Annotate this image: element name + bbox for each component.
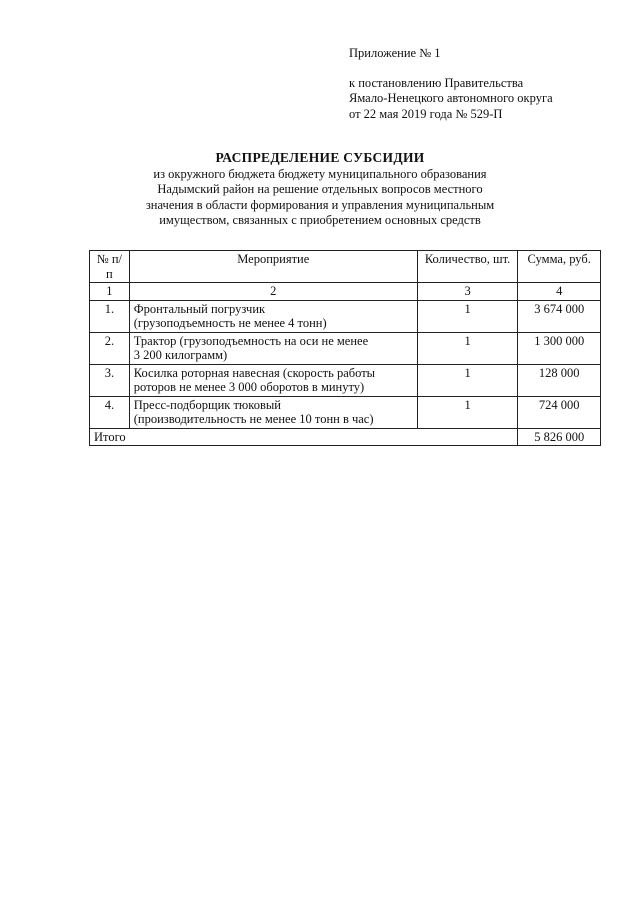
- header-qty: Количество, шт.: [417, 251, 518, 283]
- total-label: Итого: [90, 428, 518, 446]
- row-name-line: Косилка роторная навесная (скорость работы: [133, 365, 376, 380]
- row-name-line: 3 200 килограмм): [133, 348, 228, 362]
- header-sum: Сумма, руб.: [518, 251, 601, 283]
- appendix-number: Приложение № 1: [349, 46, 441, 60]
- row-qty: 1: [417, 396, 518, 428]
- row-sum: 724 000: [518, 396, 601, 428]
- appendix-reference-line: к постановлению Правительства: [349, 75, 524, 90]
- row-name-line: (грузоподъемность не менее 4 тонн): [133, 316, 327, 330]
- row-sum: 1 300 000: [518, 332, 601, 364]
- document-title-block: [110, 150, 530, 229]
- column-number: 2: [129, 283, 417, 301]
- subsidy-table: [89, 250, 601, 446]
- row-sum: 128 000: [518, 364, 601, 396]
- table-row: [90, 364, 601, 396]
- row-name-line: роторов не менее 3 000 оборотов в минуту): [133, 380, 365, 394]
- row-num: 1.: [90, 300, 130, 332]
- document-title: РАСПРЕДЕЛЕНИЕ СУБСИДИИ: [215, 150, 425, 165]
- row-qty: 1: [417, 332, 518, 364]
- header-name: Мероприятие: [129, 251, 417, 283]
- row-name: [129, 396, 417, 428]
- column-number: 3: [417, 283, 518, 301]
- column-number: 1: [90, 283, 130, 301]
- appendix-header: [349, 46, 619, 122]
- row-qty: 1: [417, 300, 518, 332]
- appendix-reference-line: Ямало-Ненецкого автономного округа: [349, 91, 553, 105]
- row-name: [129, 364, 417, 396]
- header-num: № п/п: [90, 251, 130, 283]
- row-name: [129, 300, 417, 332]
- table-header-row: [90, 251, 601, 283]
- row-name-line: Пресс-подборщик тюковый: [133, 397, 281, 412]
- document-subtitle-line: имуществом, связанных с приобретением основных средств: [159, 213, 481, 227]
- document-subtitle-line: значения в области формирования и управления муниципальным: [145, 197, 495, 212]
- row-name-line: Трактор (грузоподъемность на оси не менее: [133, 333, 369, 348]
- appendix-reference-line: от 22 мая 2019 года № 529-П: [349, 106, 503, 121]
- table-row: [90, 300, 601, 332]
- row-num: 2.: [90, 332, 130, 364]
- row-name-line: Фронтальный погрузчик: [133, 301, 266, 316]
- row-qty: 1: [417, 364, 518, 396]
- table-column-number-row: [90, 283, 601, 301]
- table-total-row: [90, 428, 601, 446]
- document-subtitle-line: из окружного бюджета бюджету муниципального образования: [153, 166, 487, 181]
- row-num: 4.: [90, 396, 130, 428]
- table-row: [90, 332, 601, 364]
- table-row: [90, 396, 601, 428]
- row-name: [129, 332, 417, 364]
- row-num: 3.: [90, 364, 130, 396]
- row-sum: 3 674 000: [518, 300, 601, 332]
- total-sum: 5 826 000: [518, 428, 601, 446]
- document-subtitle-line: Надымский район на решение отдельных вопросов местного: [157, 182, 483, 196]
- column-number: 4: [518, 283, 601, 301]
- row-name-line: (производительность не менее 10 тонн в час): [133, 412, 374, 426]
